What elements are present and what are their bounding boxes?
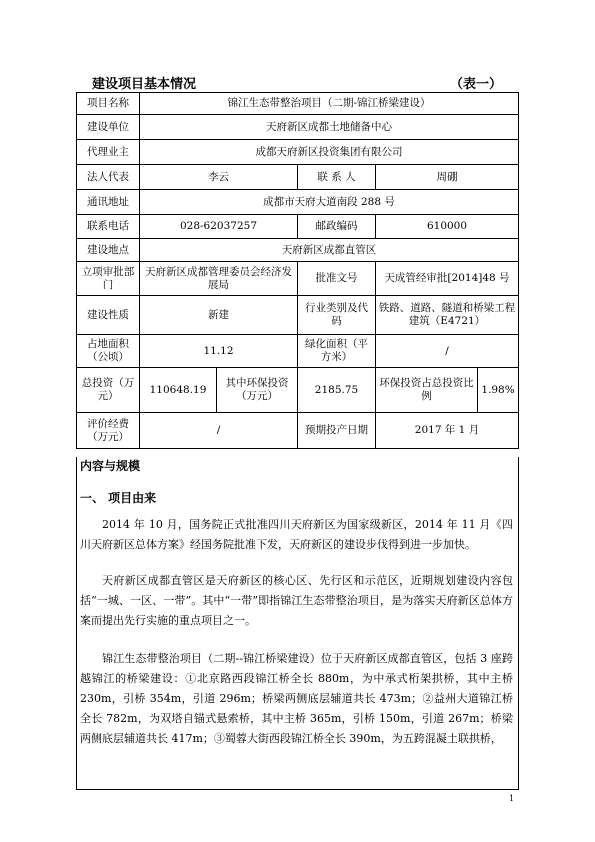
table-row	[77, 93, 519, 115]
site-value: 天府新区成都直管区	[140, 239, 519, 262]
paragraph: 锦江生态带整治项目（二期--锦江桥梁建设）位于天府新区成都直管区，包括 3 座跨越锦江的桥梁建设：①北京路西段锦江桥全长 880m，为中承式桁架拱桥，其中主桥 230m，引桥 354m，引道 296m；桥梁两侧底层辅道共长 473m；②益州大道锦江桥全长 782m，为双塔自锚式悬索桥，其中主桥 365m，引桥 150m，引道 267m；桥梁两侧底层辅道共长 417m；③蜀蓉大街西段锦江桥全长 390m，为五跨混凝土联拱桥，	[80, 652, 513, 745]
env-ratio-value: 1.98%	[478, 368, 519, 413]
site-label: 建设地点	[77, 239, 140, 262]
table-row	[77, 296, 519, 335]
phone-label: 联系电话	[77, 215, 140, 239]
subsection-title: 一、 项目由来	[80, 491, 157, 505]
env-investment-label: 其中环保投资（万元）	[225, 377, 289, 402]
investment-label: 总投资（万元）	[77, 368, 140, 413]
industry-label: 行业类别及代码	[298, 296, 376, 335]
postcode-label: 邮政编码	[298, 215, 376, 239]
table-row	[77, 239, 519, 262]
project-name-label: 项目名称	[77, 93, 140, 115]
nature-label: 建设性质	[77, 296, 140, 335]
green-label: 绿化面积（平方米）	[298, 335, 376, 368]
table-row	[77, 368, 519, 413]
content-section	[76, 457, 519, 790]
area-value: 11.12	[140, 335, 298, 368]
table-row	[77, 165, 519, 190]
legal-rep-label: 法人代表	[77, 165, 140, 190]
table-number: （表一）	[449, 77, 502, 92]
basic-info-table	[76, 92, 519, 449]
address-value: 成都市天府大道南段 288 号	[140, 190, 519, 215]
page-number: 1	[509, 794, 515, 803]
table-row	[77, 140, 519, 165]
start-date-value: 2017 年 1 月	[376, 413, 519, 449]
area-label: 占地面积（公顷）	[77, 335, 140, 368]
legal-rep-value: 李云	[140, 165, 298, 190]
start-date-label: 预期投产日期	[298, 413, 376, 449]
industry-value: 铁路、道路、隧道和桥梁工程建筑（E4721）	[376, 296, 519, 335]
env-ratio-label: 环保投资占总投资比例	[376, 368, 478, 413]
green-value: /	[376, 335, 519, 368]
contact-value: 周硼	[376, 165, 519, 190]
table-row	[77, 190, 519, 215]
nature-value: 新建	[140, 296, 298, 335]
approval-doc-label: 批准文号	[298, 262, 376, 296]
address-label: 通讯地址	[77, 190, 140, 215]
form-title: 建设项目基本情况	[92, 77, 197, 92]
investment-value: 110648.19	[140, 368, 217, 412]
agent-label: 代理业主	[77, 140, 140, 165]
postcode-value: 610000	[376, 215, 519, 239]
paragraph: 天府新区成都直管区是天府新区的核心区、先行区和示范区，近期规划建设内容包括“一城、一区、一带”。其中“一带”即指锦江生态带整治项目，是为落实天府新区总体方案而提出先行实施的重点项目之一。	[80, 574, 513, 627]
eval-fee-value: /	[140, 413, 298, 449]
approval-dept-value: 天府新区成都管理委员会经济发展局	[140, 262, 298, 296]
phone-value: 028-62037257	[140, 215, 298, 239]
agent-value: 成都天府新区投资集团有限公司	[140, 140, 519, 165]
contact-label: 联 系 人	[298, 165, 376, 190]
approval-doc-value: 天成管经审批[2014]48 号	[376, 262, 519, 296]
table-row	[77, 215, 519, 239]
env-investment-value: 2185.75	[298, 368, 376, 413]
table-row	[77, 115, 519, 140]
unit-value: 天府新区成都土地储备中心	[140, 115, 519, 140]
approval-dept-label: 立项审批部门	[77, 262, 140, 296]
table-row	[77, 413, 519, 449]
project-name-value: 锦江生态带整治项目（二期-锦江桥梁建设）	[140, 93, 519, 115]
form-title-row	[92, 73, 502, 91]
section-title: 内容与规模	[80, 459, 141, 473]
table-row	[77, 262, 519, 296]
unit-label: 建设单位	[77, 115, 140, 140]
paragraph: 2014 年 10 月，国务院正式批准四川天府新区为国家级新区，2014 年 11 月《四川天府新区总体方案》经国务院批准下发，天府新区的建设步伐得到进一步加快。	[80, 518, 513, 551]
table-row	[77, 335, 519, 368]
eval-fee-label: 评价经费（万元）	[77, 413, 140, 449]
